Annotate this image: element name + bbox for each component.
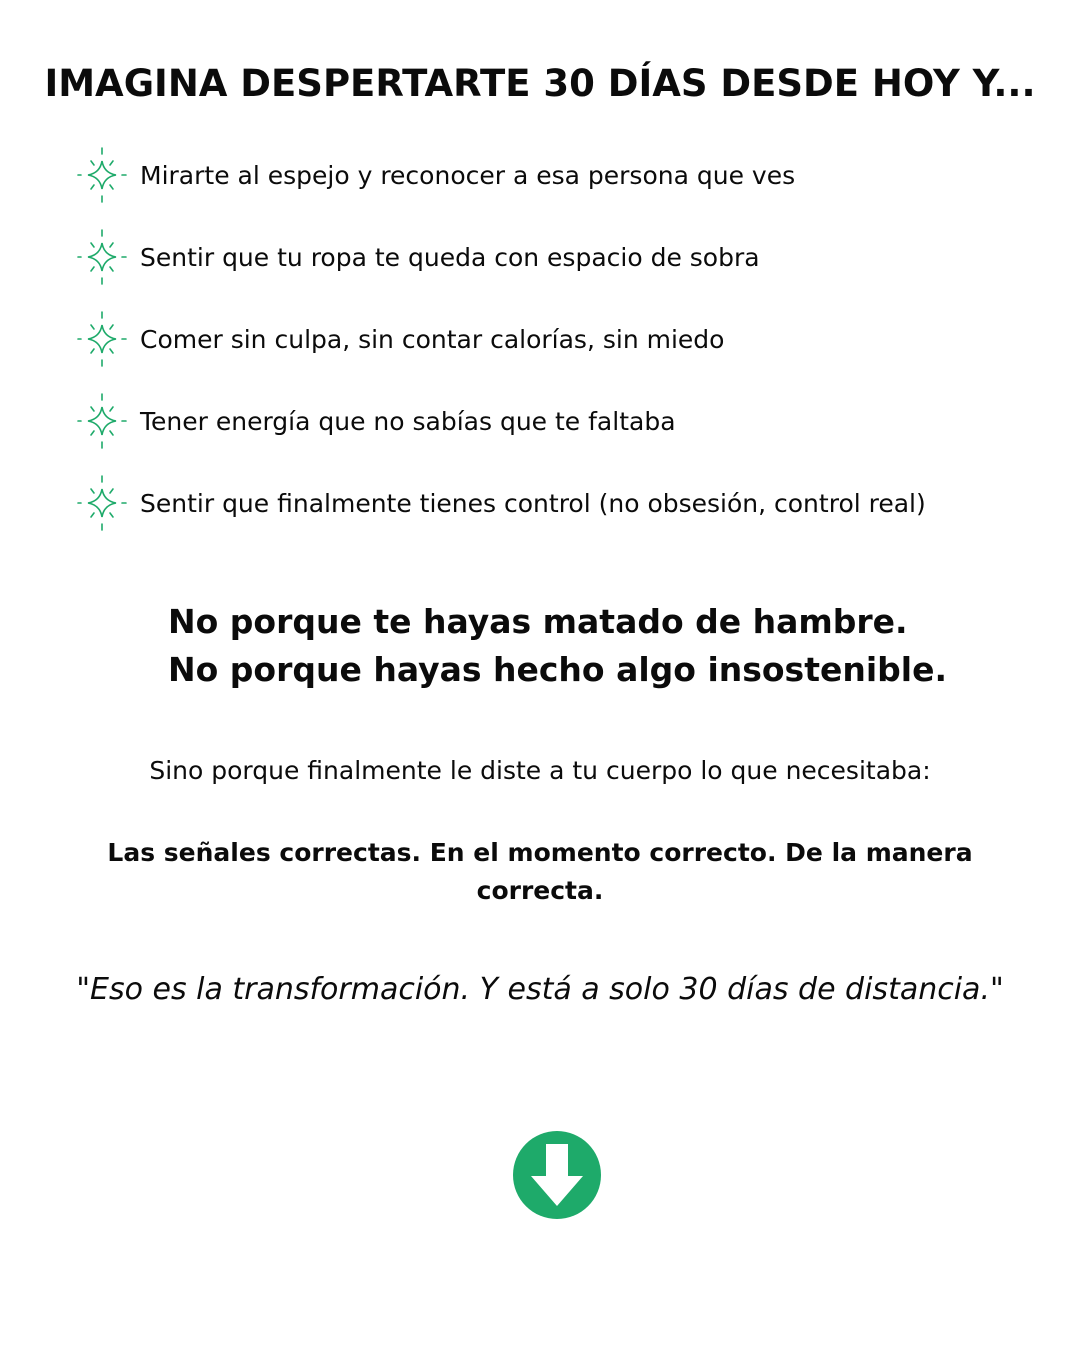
sparkle-icon: [76, 146, 128, 204]
emphasis-line-2: No porque hayas hecho algo insostenible.: [168, 650, 948, 689]
sparkle-icon: [76, 310, 128, 368]
benefit-text: Sentir que tu ropa te queda con espacio de sobra: [140, 242, 760, 272]
benefit-text: Sentir que finalmente tienes control (no obsesión, control real): [140, 488, 926, 518]
benefits-list: [76, 146, 1036, 556]
sparkle-icon: [76, 228, 128, 286]
emphasis-block: [168, 598, 1068, 694]
down-arrow-icon[interactable]: [512, 1130, 602, 1220]
emphasis-line-1: No porque te hayas matado de hambre.: [168, 602, 908, 641]
sino-text: Sino porque finalmente le diste a tu cuerpo lo que necesitaba:: [149, 756, 931, 785]
list-item: [76, 228, 1036, 286]
page-title: IMAGINA DESPERTARTE 30 DÍAS DESDE HOY Y...: [44, 62, 1036, 105]
benefit-text: Comer sin culpa, sin contar calorías, sin miedo: [140, 324, 725, 354]
quote-text: "Eso es la transformación. Y está a solo 30 días de distancia.": [76, 972, 1004, 1007]
list-item: [76, 310, 1036, 368]
sparkle-icon: [76, 392, 128, 450]
list-item: [76, 474, 1036, 532]
sparkle-icon: [76, 474, 128, 532]
signals-text: Las señales correctas. En el momento correcto. De la manera correcta.: [107, 838, 973, 905]
benefit-text: Tener energía que no sabías que te faltaba: [140, 406, 676, 436]
list-item: [76, 146, 1036, 204]
benefit-text: Mirarte al espejo y reconocer a esa persona que ves: [140, 160, 796, 190]
list-item: [76, 392, 1036, 450]
